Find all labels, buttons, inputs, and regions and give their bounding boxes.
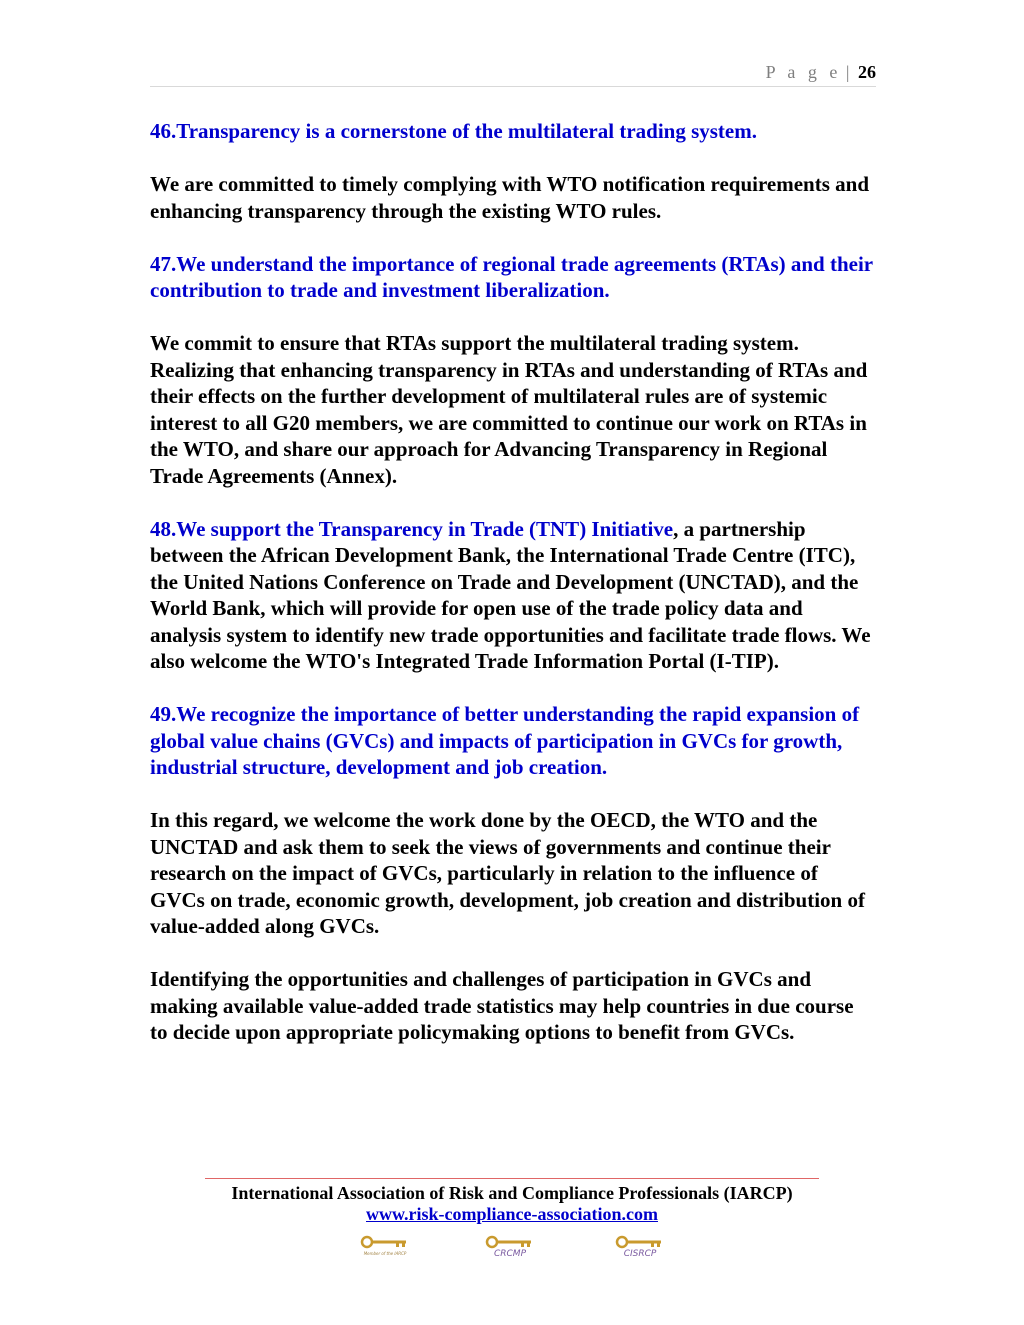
paragraph-46-heading: 46.Transparency is a cornerstone of the multilateral trading system. — [150, 119, 757, 143]
logo-label: Member of the IARCP — [363, 1251, 407, 1256]
paragraph-48-body: , a partnership between the African Development Bank, the International Trade Centre (ITC), the United Nations Conference on Trade and Development (UNCTAD), and the World Bank, which will provide for open use of the trade policy data and analysis system to identify new trade opportunities and facilitate trade flows. We also welcome the WTO's Integrated Trade Information Portal (I-TIP). — [150, 516, 871, 673]
paragraph-47-body: We commit to ensure that RTAs support the multilateral trading system. Realizing that enhancing transparency in RTAs and understanding of RTAs and their effects on the further development of multilateral rules are of systemic interest to all G20 members, we are committed to continue our work on RTAs in the WTO, and share our approach for Advancing Transparency in Regional Trade Agreements (Annex). — [150, 331, 868, 488]
page-number: 26 — [858, 62, 876, 82]
footer-organization: International Association of Risk and Compliance Professionals (IARCP) — [231, 1183, 793, 1203]
crcmp-logo — [480, 1235, 540, 1263]
key-logo-icon — [360, 1235, 410, 1249]
logo-label: CRCMP — [493, 1249, 526, 1259]
cisrcp-logo — [610, 1235, 670, 1263]
iarcp-member-logo — [355, 1235, 415, 1263]
key-logo-icon — [485, 1235, 535, 1249]
page-header — [150, 60, 876, 87]
document-body — [150, 118, 876, 1072]
footer-divider — [205, 1178, 819, 1179]
key-logo-icon — [615, 1235, 665, 1249]
paragraph-49-closing: Identifying the opportunities and challenges of participation in GVCs and making available value-added trade statistics may help countries in due course to decide upon appropriate policymaking options to benefit from GVCs. — [150, 967, 854, 1044]
paragraph-49-body: In this regard, we welcome the work done by the OECD, the WTO and the UNCTAD and ask them to seek the views of governments and continue their research on the impact of GVCs, particularly in relation to the influence of GVCs on trade, economic growth, development, job creation and distribution of value-added along GVCs. — [150, 808, 865, 938]
footer-logos — [0, 1235, 1024, 1265]
footer-link[interactable]: www.risk-compliance-association.com — [366, 1204, 658, 1224]
paragraph-47-heading: 47.We understand the importance of regional trade agreements (RTAs) and their contribution to trade and investment liberalization. — [150, 251, 873, 302]
page-number-label — [766, 62, 876, 83]
logo-label: CISRCP — [623, 1249, 657, 1259]
page-word: P a g e — [765, 62, 842, 82]
paragraph-46-body: We are committed to timely complying with WTO notification requirements and enhancing transparency through the existing WTO rules. — [150, 172, 870, 223]
page-separator: | — [845, 62, 850, 82]
paragraph-48-heading: 48.We support the Transparency in Trade (TNT) Initiative — [150, 516, 674, 541]
paragraph-48 — [150, 516, 876, 675]
paragraph-49-heading: 49.We recognize the importance of better understanding the rapid expansion of global value chains (GVCs) and impacts of participation in GVCs for growth, industrial structure, development and job creation. — [150, 702, 860, 779]
